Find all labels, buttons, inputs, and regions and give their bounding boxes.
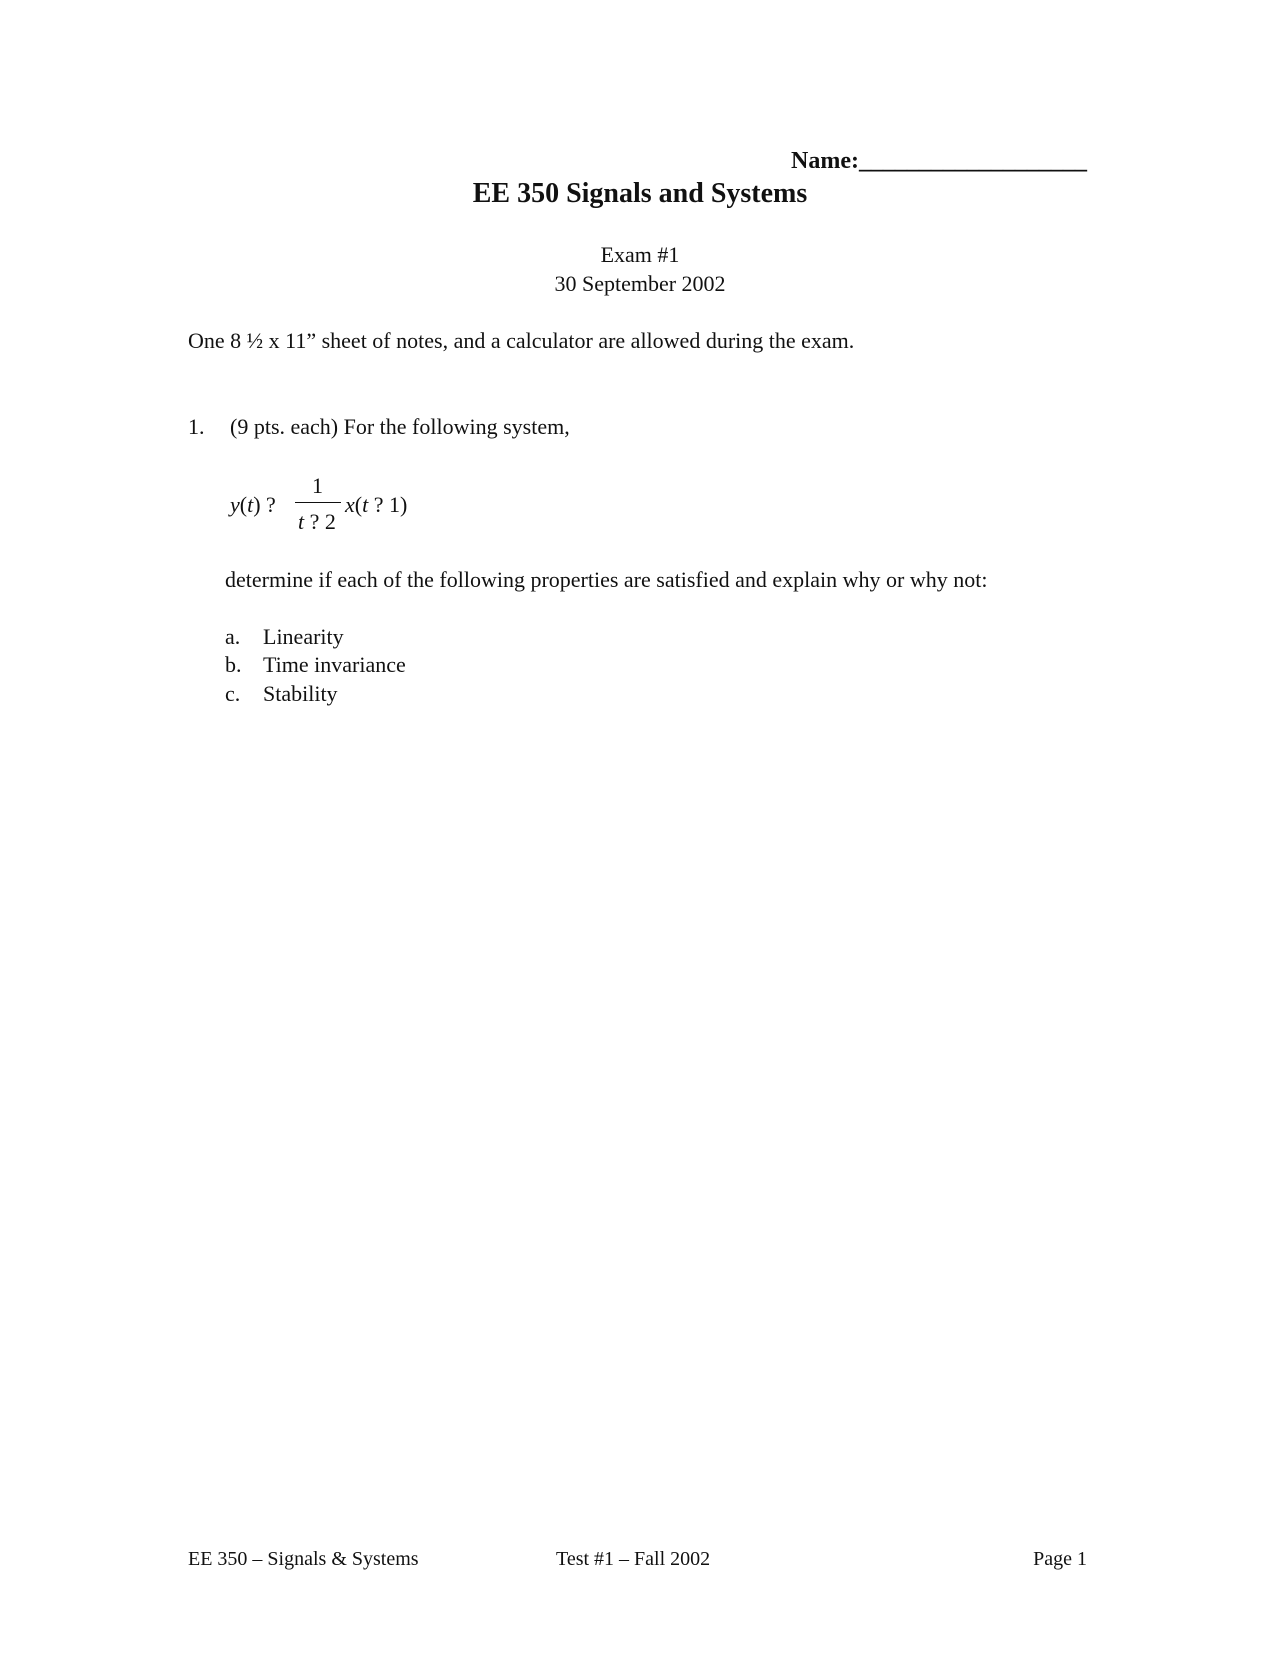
page-title: EE 350 Signals and Systems: [472, 178, 808, 209]
equation-lhs-function: y: [230, 492, 240, 517]
equation-operator: ?: [266, 492, 276, 517]
equation-rhs-function: x: [345, 492, 355, 517]
equation-lhs-variable: t: [247, 492, 254, 517]
question-number: 1.: [188, 414, 205, 439]
equation-denominator: [298, 509, 336, 535]
exam-date: 30 September 2002: [554, 271, 726, 296]
equation-lhs: y(t) ?: [230, 492, 276, 517]
question-instruction: determine if each of the following properties are satisfied and explain why or why not:: [225, 567, 988, 592]
exam-instructions: One 8 ½ x 11” sheet of notes, and a calculator are allowed during the exam.: [188, 328, 855, 353]
equation-rhs-rest: ? 1): [368, 492, 408, 517]
part-label-stability: Stability: [263, 681, 338, 706]
question-prompt: (9 pts. each) For the following system,: [230, 414, 570, 439]
equation-denominator-variable: t: [298, 509, 305, 534]
equation-rhs-variable: t: [362, 492, 369, 517]
part-label-linearity: Linearity: [263, 624, 344, 649]
footer-page-number: Page 1: [1033, 1548, 1087, 1570]
part-letter: c.: [225, 681, 241, 706]
part-label-time-invariance: Time invariance: [263, 652, 406, 677]
part-letter: a.: [225, 624, 241, 649]
exam-number: Exam #1: [600, 242, 680, 267]
name-field-label: Name:___________________: [791, 148, 1087, 174]
footer-test: Test #1 – Fall 2002: [556, 1548, 711, 1570]
footer-course: EE 350 – Signals & Systems: [188, 1548, 419, 1570]
equation-rhs: x(t ? 1): [345, 492, 408, 517]
equation-denominator-rest: ? 2: [304, 509, 336, 534]
equation-numerator: 1: [312, 473, 323, 498]
equation-fraction-bar: [295, 502, 341, 503]
part-letter: b.: [225, 652, 242, 677]
